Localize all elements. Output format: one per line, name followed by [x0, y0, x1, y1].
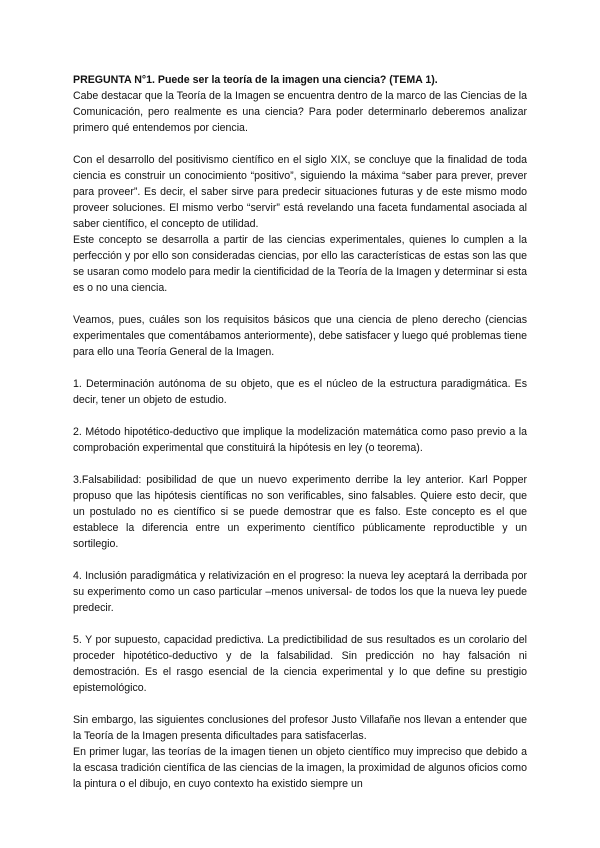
paragraph-intro: Cabe destacar que la Teoría de la Imagen se encuentra dentro de la marco de las Ciencias de la Comunicación, pero realmente es una ciencia? Para poder determinarlo deberemos analizar primero qué entendemos por ciencia.: [73, 90, 527, 134]
spacer: [73, 456, 527, 472]
paragraph-experimental-sciences: Este concepto se desarrolla a partir de las ciencias experimentales, quienes lo cumplen a la perfección y por ello son consideradas ciencias, por ello las características de estas son las que se usaran como modelo para medir la cientificidad de la Teoría de la Imagen y determinar si esta es o no una ciencia.: [73, 234, 527, 294]
spacer: [73, 408, 527, 424]
requirement-4: 4. Inclusión paradigmática y relativización en el progreso: la nueva ley aceptará la derribada por su experimento como un caso particular –menos universal- de todos los que la nueva ley puede predecir.: [73, 570, 527, 614]
spacer: [73, 360, 527, 376]
requirement-5: 5. Y por supuesto, capacidad predictiva. La predictibilidad de sus resultados es un corolario del proceder hipotético-deductivo y de la falsabilidad. Sin predicción no hay falsación ni demostración. Es el rasgo esencial de la ciencia experimental y lo que define su prestigio epistemológico.: [73, 634, 527, 694]
requirement-3: 3.Falsabilidad: posibilidad de que un nuevo experimento derribe la ley anterior. Karl Popper propuso que las hipótesis científicas no son verificables, sino falsables. Quiere esto decir, que un postulado no es científico si se puede demostrar que es falso. Este concepto es el que establece la diferencia entre un experimento científico públicamente reproductible y un sortilegio.: [73, 474, 527, 550]
document-body: [73, 72, 527, 792]
paragraph-requirements-intro: Veamos, pues, cuáles son los requisitos básicos que una ciencia de pleno derecho (ciencias experimentales que comentábamos anteriormente), debe satisfacer y luego qué problemas tiene para ello una Teoría General de la Imagen.: [73, 314, 527, 358]
paragraph-villafane: Sin embargo, las siguientes conclusiones del profesor Justo Villafañe nos llevan a entender que la Teoría de la Imagen presenta dificultades para satisfacerlas.: [73, 714, 527, 742]
spacer: [73, 552, 527, 568]
spacer: [73, 616, 527, 632]
spacer: [73, 696, 527, 712]
requirement-2: 2. Método hipotético-deductivo que implique la modelización matemática como paso previo a la comprobación experimental que constituirá la hipótesis en ley (o teorema).: [73, 426, 527, 454]
requirement-1: 1. Determinación autónoma de su objeto, que es el núcleo de la estructura paradigmática. Es decir, tener un objeto de estudio.: [73, 378, 527, 406]
spacer: [73, 296, 527, 312]
spacer: [73, 136, 527, 152]
paragraph-positivism: Con el desarrollo del positivismo científico en el siglo XIX, se concluye que la finalidad de toda ciencia es construir un conocimiento “positivo”, siguiendo la máxima “saber para prever, prever para proveer”. Es decir, el saber sirve para predecir situaciones futuras y de este mismo modo proveer soluciones. El mismo verbo “servir” está revelando una faceta fundamental asociada al saber científico, el concepto de utilidad.: [73, 154, 527, 230]
document-title: PREGUNTA N°1. Puede ser la teoría de la imagen una ciencia? (TEMA 1).: [73, 74, 438, 86]
paragraph-first-point: En primer lugar, las teorías de la imagen tienen un objeto científico muy impreciso que debido a la escasa tradición científica de las ciencias de la imagen, la proximidad de algunos oficios como la pintura o el dibujo, en cuyo contexto ha existido siempre un: [73, 746, 528, 790]
